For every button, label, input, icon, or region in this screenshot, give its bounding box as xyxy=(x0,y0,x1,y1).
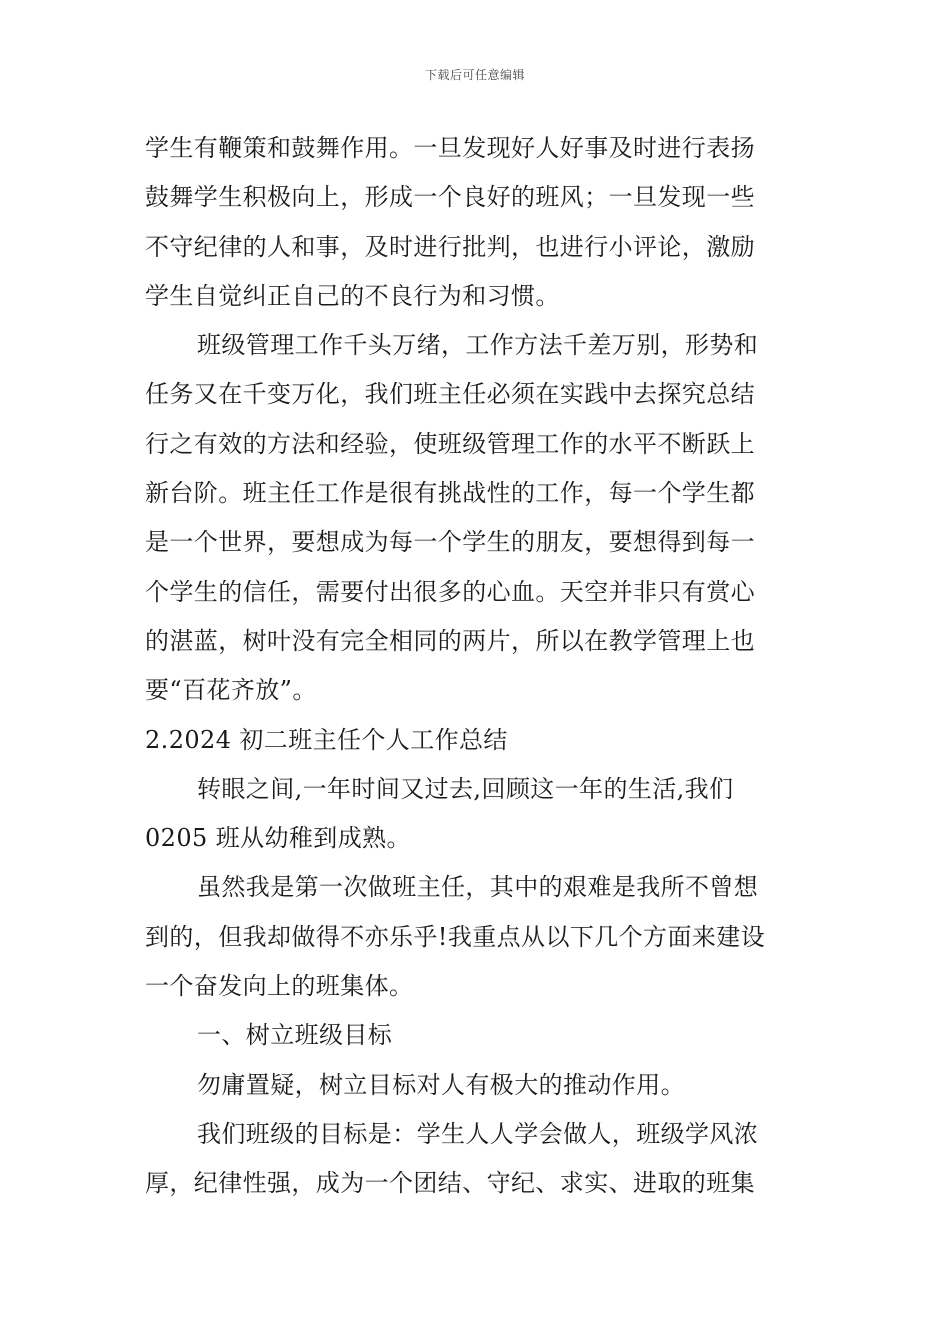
text-line: 厚，纪律性强，成为一个团结、守纪、求实、进取的班集 xyxy=(145,1169,755,1198)
text-line: 新台阶。班主任工作是很有挑战性的工作，每一个学生都 xyxy=(145,479,755,508)
text-line: 个学生的信任，需要付出很多的心血。天空并非只有赏心 xyxy=(145,577,755,606)
text-line: 学生自觉纠正自己的不良行为和习惯。 xyxy=(145,281,560,310)
section-heading: 2.2024 初二班主任个人工作总结 xyxy=(145,725,508,754)
text-line: 的湛蓝，树叶没有完全相同的两片，所以在教学管理上也 xyxy=(145,626,755,655)
text-line: 要“百花齐放”。 xyxy=(145,676,317,705)
text-line: 行之有效的方法和经验，使班级管理工作的水平不断跃上 xyxy=(145,429,755,458)
paragraph-start-line: 班级管理工作千头万绪，工作方法千差万别，形势和 xyxy=(197,331,759,360)
text-line: 一个奋发向上的班集体。 xyxy=(145,972,414,1001)
subsection-heading: 一、树立班级目标 xyxy=(197,1021,393,1050)
download-note: 下载后可任意编辑 xyxy=(424,68,525,82)
paragraph-start-line: 虽然我是第一次做班主任，其中的艰难是我所不曾想 xyxy=(197,873,759,902)
paragraph-start-line: 转眼之间,一年时间又过去,回顾这一年的生活,我们 xyxy=(197,774,734,803)
text-line: 不守纪律的人和事，及时进行批判，也进行小评论，激励 xyxy=(145,232,755,261)
document-body xyxy=(145,124,807,1209)
text-line: 0205 班从幼稚到成熟。 xyxy=(145,824,411,853)
text-line: 任务又在千变万化，我们班主任必须在实践中去探究总结 xyxy=(145,380,755,409)
paragraph-start-line: 勿庸置疑，树立目标对人有极大的推动作用。 xyxy=(197,1070,685,1099)
text-line: 鼓舞学生积极向上，形成一个良好的班风；一旦发现一些 xyxy=(145,183,755,212)
text-line: 学生有鞭策和鼓舞作用。一旦发现好人好事及时进行表扬 xyxy=(145,134,755,162)
text-line: 是一个世界，要想成为每一个学生的朋友，要想得到每一 xyxy=(145,528,755,557)
paragraph-start-line: 我们班级的目标是：学生人人学会做人，班级学风浓 xyxy=(197,1119,759,1148)
text-line: 到的，但我却做得不亦乐乎!我重点从以下几个方面来建设 xyxy=(145,922,766,951)
